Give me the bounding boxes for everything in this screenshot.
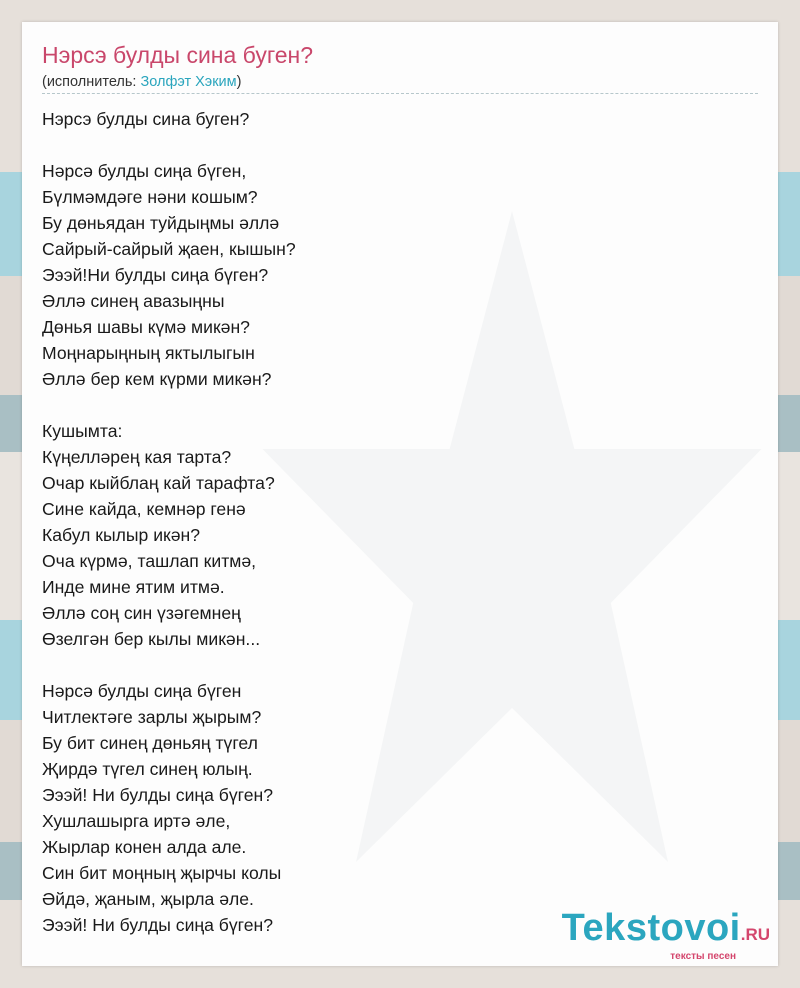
song-title: Нэрсэ булды сина буген? — [42, 42, 314, 68]
star-watermark-icon — [252, 197, 772, 897]
artist-suffix: ) — [236, 74, 242, 90]
title-divider — [42, 93, 758, 94]
artist-prefix: (исполнитель: — [42, 74, 141, 90]
artist-link[interactable]: Золфэт Хэким — [140, 74, 237, 90]
logo-subtitle: тексты песен — [670, 951, 736, 962]
artist-line — [42, 74, 241, 90]
logo-tld: .RU — [740, 925, 770, 944]
logo-main-text: Tekstovoi — [561, 907, 741, 949]
site-logo[interactable] — [562, 908, 770, 962]
lyrics-card — [22, 22, 778, 966]
lyrics-text: Нэрсэ булды сина буген? Нәрсә булды сиңа бүген, Бүлмәмдәге нәни кошым? Бу дөньядан туйдыңмы әллә Сайрый-сайрый җаен, кышын? Эээй!Ни булды сиңа бүген? Әллә синең авазыңны Дөнья шавы күмә микән? Моңнарыңның яктылыгын Әллә бер кем күрми микән? Кушымта: Күңелләрең кая тарта? Очар кыйблаң кай тарафта? Сине кайда, кемнәр генә Кабул кылыр икән? Оча күрмә, ташлап китмә, Инде мине ятим итмә. Әллә соң син үзәгемнең Өзелгән бер кылы микән... Нәрсә булды сиңа бүген Читлектәге зарлы җырым? Бу бит синең дөньяң түгел Җирдә түгел синең юлың. Эээй! Ни булды сиңа бүген? Хушлашырга иртә әле, Жырлар конен алда але. Син бит моңның җырчы колы Әйдә, җаным, җырла әле. Эээй! Ни булды сиңа бүген? — [42, 109, 296, 935]
logo-wordmark — [562, 908, 770, 955]
